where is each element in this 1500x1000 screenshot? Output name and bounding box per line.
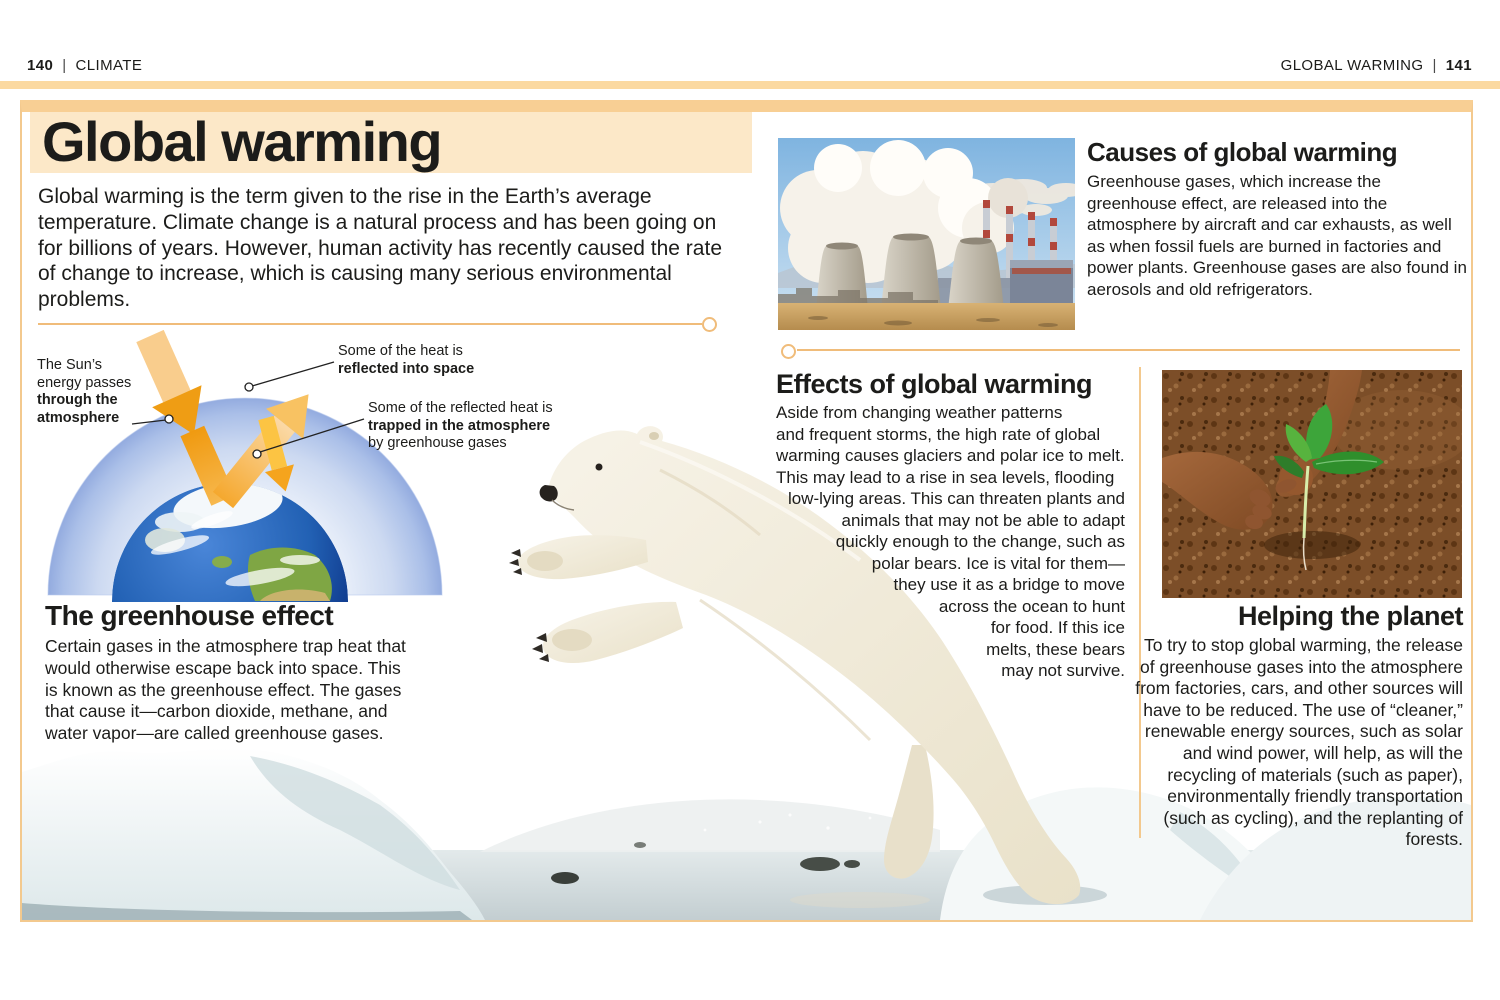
page-header-left bbox=[27, 57, 142, 74]
causes-body: Greenhouse gases, which increase the greenhouse effect, are released into the atmosphere by aircraft and car exhausts, as well as when fossil fuels are burned in factories and power plants. Greenhouse gases are also found in aerosols and old refrigerators. bbox=[1087, 172, 1467, 299]
page-header-right bbox=[1281, 57, 1472, 74]
section-label-right: GLOBAL WARMING bbox=[1280, 57, 1424, 74]
rock bbox=[634, 842, 646, 848]
earth-continent-uk bbox=[212, 556, 232, 568]
effects-heading: Effects of global warming bbox=[776, 369, 1093, 399]
soil-shadow bbox=[1264, 531, 1360, 559]
bear-ear-inner bbox=[649, 432, 659, 440]
rock bbox=[844, 860, 860, 868]
distant-ice-bank bbox=[480, 799, 940, 852]
header-separator: | bbox=[1432, 57, 1437, 74]
bear-paw-shading bbox=[552, 629, 592, 651]
intro-paragraph: Global warming is the term given to the rise in the Earth’s average temperature. Climate change is a natural process and has been going on for billions of years. However, human activity has recently caused the rate of change to increase, which is causing many serious environmental problems. bbox=[38, 185, 722, 312]
greenhouse-effect-heading: The greenhouse effect bbox=[45, 600, 334, 631]
rule-end-ring-icon bbox=[781, 344, 796, 359]
section-rule-right bbox=[797, 349, 1460, 351]
leader-dot bbox=[245, 383, 253, 391]
bear-nose bbox=[540, 485, 558, 501]
bear-paw-shading bbox=[527, 551, 563, 571]
plant-building-roof bbox=[1010, 260, 1073, 268]
helping-body: To try to stop global warming, the release of greenhouse gases into the atmosphere from factories, cars, and other sources will have to be reduced. The use of “cleaner,” renewable energy sources, such as solar and wind power, will help, as will the recycling of materials (such as paper), environmentally friendly transportation (such as cycling), and the replanting of forests. bbox=[1135, 635, 1463, 850]
rock bbox=[800, 857, 840, 871]
effects-body-lower: low-lying areas. This can threaten plants and animals that may not be able to adapt quickly enough to the change, such as polar bears. Ice is vital for them— they use it as a bridge to move across the ocean to hunt for food. If this ice melts, these bears may not survive. bbox=[787, 489, 1125, 680]
causes-heading: Causes of global warming bbox=[1087, 137, 1398, 167]
diagram-label-reflected-heat: Some of the heat is reflected into space bbox=[338, 343, 475, 377]
diagram-label-sun-energy: The Sun’s energy passes through the atmosphere bbox=[37, 357, 132, 426]
greenhouse-effect-body: Certain gases in the atmosphere trap heat that would otherwise escape back into space. This is known as the greenhouse effect. The gases that cause it—carbon dioxide, methane, and water vapor—are called greenhouse gases. bbox=[45, 636, 406, 744]
page-number-left: 140 bbox=[27, 57, 54, 74]
bear-reflection bbox=[790, 892, 930, 908]
planting-seedling-photo bbox=[1162, 370, 1462, 598]
leader-dot bbox=[253, 450, 261, 458]
leader-dot bbox=[165, 415, 173, 423]
bear-eye bbox=[596, 464, 603, 471]
rock bbox=[551, 872, 579, 884]
effects-body-upper: Aside from changing weather patterns and frequent storms, the high rate of global warming causes glaciers and polar ice to melt. This may lead to a rise in sea levels, flooding bbox=[776, 403, 1125, 487]
plant-building-red-band bbox=[1012, 268, 1071, 274]
section-label-left: CLIMATE bbox=[75, 57, 143, 74]
power-plant-photo bbox=[778, 138, 1075, 330]
helping-heading: Helping the planet bbox=[1237, 601, 1463, 631]
rule-end-ring-icon bbox=[702, 317, 717, 332]
page-number-right: 141 bbox=[1445, 57, 1472, 74]
header-separator: | bbox=[62, 57, 67, 74]
section-rule-left bbox=[38, 323, 702, 325]
page-title: Global warming bbox=[42, 110, 442, 173]
accent-top-bar bbox=[0, 81, 1500, 89]
ice-floe-left bbox=[22, 748, 485, 920]
diagram-label-trapped-heat: Some of the reflected heat is trapped in the atmosphere by greenhouse gases bbox=[368, 400, 553, 451]
